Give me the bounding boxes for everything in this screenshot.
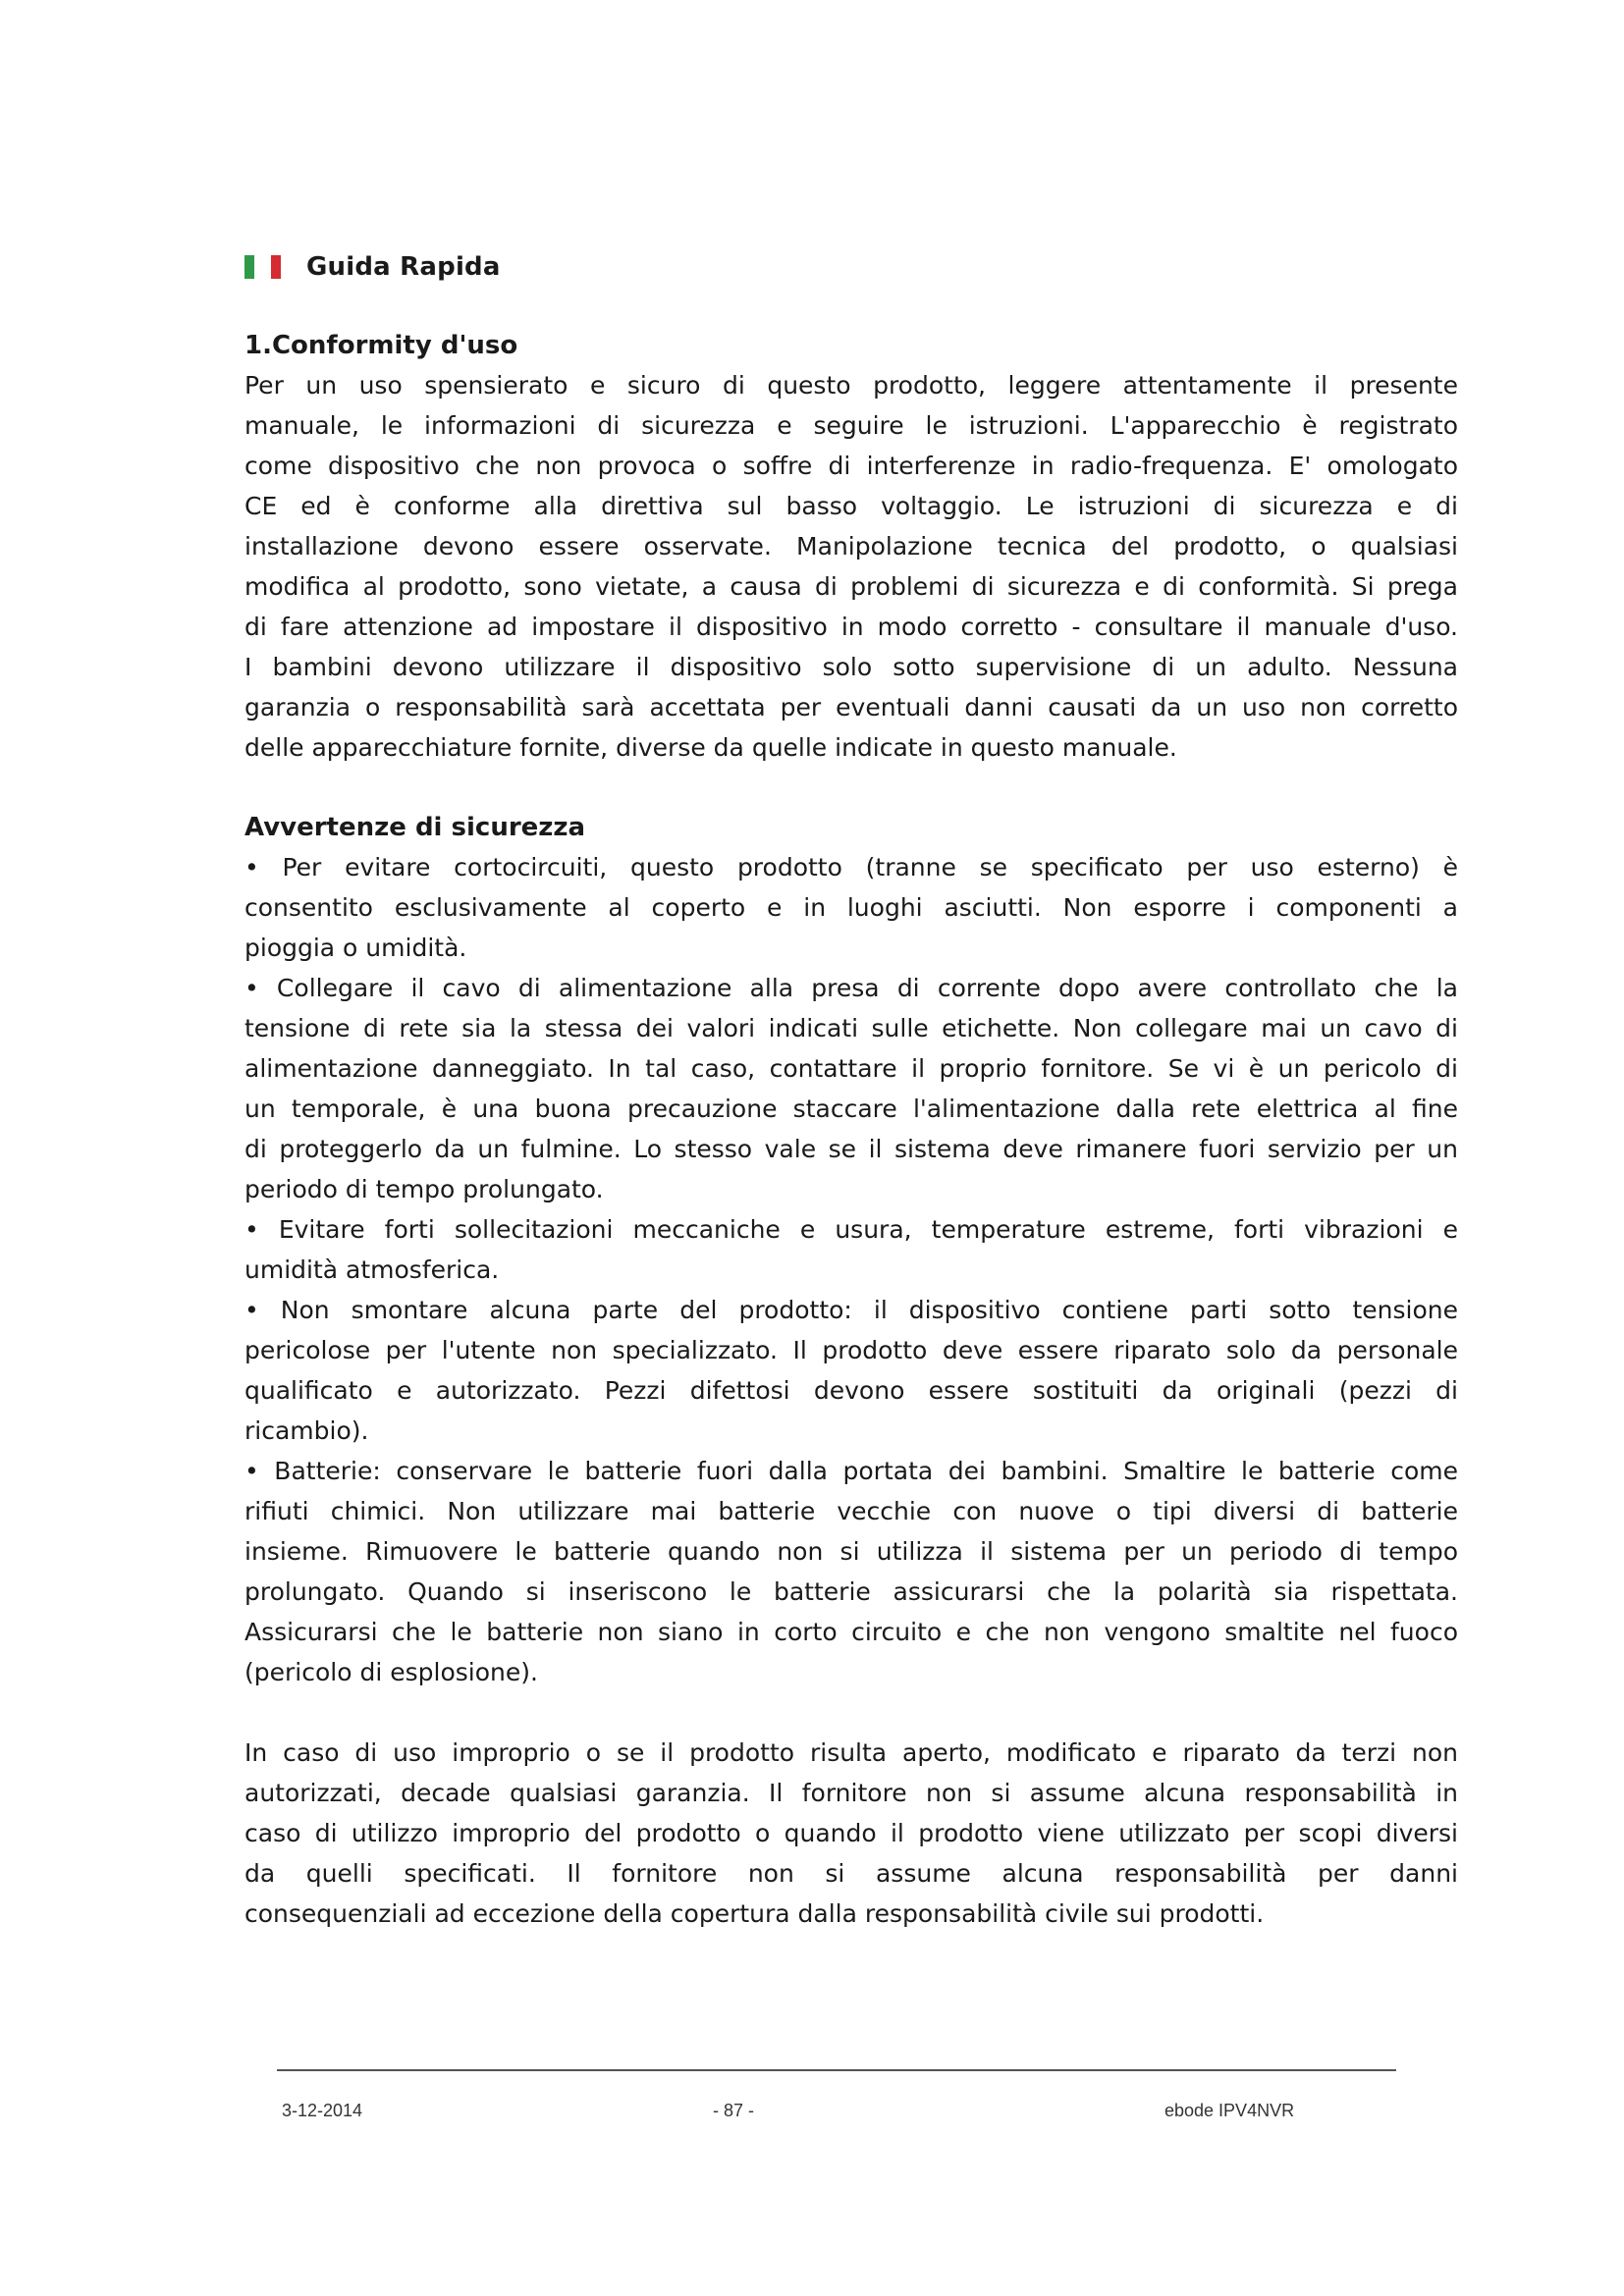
paragraph-line: pioggia o umidità. <box>244 934 467 962</box>
paragraph-line: di proteggerlo da un fulmine. Lo stesso vale se il sistema deve rimanere fuori servizio per un <box>244 1135 1458 1163</box>
paragraph-line: manuale, le informazioni di sicurezza e seguire le istruzioni. L'apparecchio è registrato <box>244 411 1458 440</box>
paragraph-line: come dispositivo che non provoca o soffre di interferenze in radio-frequenza. E' omologato <box>244 452 1458 480</box>
document-page <box>244 247 1458 1934</box>
paragraph-line: qualificato e autorizzato. Pezzi difettosi devono essere sostituiti da originali (pezzi di <box>244 1376 1458 1405</box>
paragraph-line: di fare attenzione ad impostare il dispositivo in modo corretto - consultare il manuale d'uso. <box>244 613 1458 641</box>
paragraph-line: • Non smontare alcuna parte del prodotto: il dispositivo contiene parti sotto tensione <box>244 1296 1458 1324</box>
paragraph-line: insieme. Rimuovere le batterie quando non si utilizza il sistema per un periodo di tempo <box>244 1537 1458 1566</box>
paragraph-line: • Evitare forti sollecitazioni meccaniche e usura, temperature estreme, forti vibrazioni e <box>244 1215 1458 1244</box>
paragraph-line: alimentazione danneggiato. In tal caso, contattare il proprio fornitore. Se vi è un pericolo di <box>244 1054 1458 1083</box>
paragraph-line: delle apparecchiature fornite, diverse da quelle indicate in questo manuale. <box>244 733 1177 762</box>
paragraph-line: tensione di rete sia la stessa dei valori indicati sulle etichette. Non collegare mai un cavo di <box>244 1014 1458 1042</box>
footer-date: 3-12-2014 <box>282 2101 363 2120</box>
section-conformity-title: 1.Conformity d'uso <box>244 331 518 360</box>
paragraph-line: modifica al prodotto, sono vietate, a causa di problemi di sicurezza e di conformità. Si prega <box>244 572 1458 601</box>
paragraph-line: da quelli specificati. Il fornitore non si assume alcuna responsabilità per danni <box>244 1859 1458 1888</box>
paragraph-line: ricambio). <box>244 1416 369 1445</box>
guide-title: Guida Rapida <box>306 252 501 282</box>
section-safety-title: Avvertenze di sicurezza <box>244 813 586 842</box>
paragraph-line: Per un uso spensierato e sicuro di questo prodotto, leggere attentamente il presente <box>244 371 1458 400</box>
paragraph-line: periodo di tempo prolungato. <box>244 1175 604 1203</box>
footer-product-name: ebode IPV4NVR <box>1164 2101 1295 2120</box>
footer-divider <box>277 2069 1396 2071</box>
paragraph-line: • Collegare il cavo di alimentazione alla presa di corrente dopo avere controllato che la <box>244 974 1458 1002</box>
paragraph-line: Assicurarsi che le batterie non siano in corto circuito e che non vengono smaltite nel fuoco <box>244 1618 1458 1646</box>
paragraph-line: consequenziali ad eccezione della copertura dalla responsabilità civile sui prodotti. <box>244 1899 1265 1928</box>
paragraph-line: • Batterie: conservare le batterie fuori dalla portata dei bambini. Smaltire le batterie come <box>244 1457 1458 1485</box>
paragraph-line: prolungato. Quando si inseriscono le batterie assicurarsi che la polarità sia rispettata. <box>244 1577 1458 1606</box>
paragraph-line: installazione devono essere osservate. Manipolazione tecnica del prodotto, o qualsiasi <box>244 532 1458 561</box>
paragraph-line: caso di utilizzo improprio del prodotto o quando il prodotto viene utilizzato per scopi diversi <box>244 1819 1458 1847</box>
paragraph-line: pericolose per l'utente non specializzato. Il prodotto deve essere riparato solo da personale <box>244 1336 1458 1364</box>
paragraph-line: I bambini devono utilizzare il dispositivo solo sotto supervisione di un adulto. Nessuna <box>244 653 1458 681</box>
paragraph-line: un temporale, è una buona precauzione staccare l'alimentazione dalla rete elettrica al fine <box>244 1095 1458 1123</box>
paragraph-line: (pericolo di esplosione). <box>244 1658 538 1686</box>
paragraph-line: CE ed è conforme alla direttiva sul basso voltaggio. Le istruzioni di sicurezza e di <box>244 492 1458 520</box>
paragraph-line: autorizzati, decade qualsiasi garanzia. Il fornitore non si assume alcuna responsabilità in <box>244 1779 1458 1807</box>
paragraph-line: In caso di uso improprio o se il prodotto risulta aperto, modificato e riparato da terzi non <box>244 1738 1458 1767</box>
italian-flag-icon <box>244 255 281 279</box>
footer-page-number: - 87 - <box>713 2101 755 2120</box>
paragraph-line: rifiuti chimici. Non utilizzare mai batterie vecchie con nuove o tipi diversi di batterie <box>244 1497 1458 1525</box>
guide-header <box>244 247 1458 287</box>
paragraph-line: • Per evitare cortocircuiti, questo prodotto (tranne se specificato per uso esterno) è <box>244 853 1458 881</box>
paragraph-line: umidità atmosferica. <box>244 1255 500 1284</box>
paragraph-line: garanzia o responsabilità sarà accettata per eventuali danni causati da un uso non corretto <box>244 693 1458 721</box>
paragraph-line: consentito esclusivamente al coperto e in luoghi asciutti. Non esporre i componenti a <box>244 893 1458 922</box>
